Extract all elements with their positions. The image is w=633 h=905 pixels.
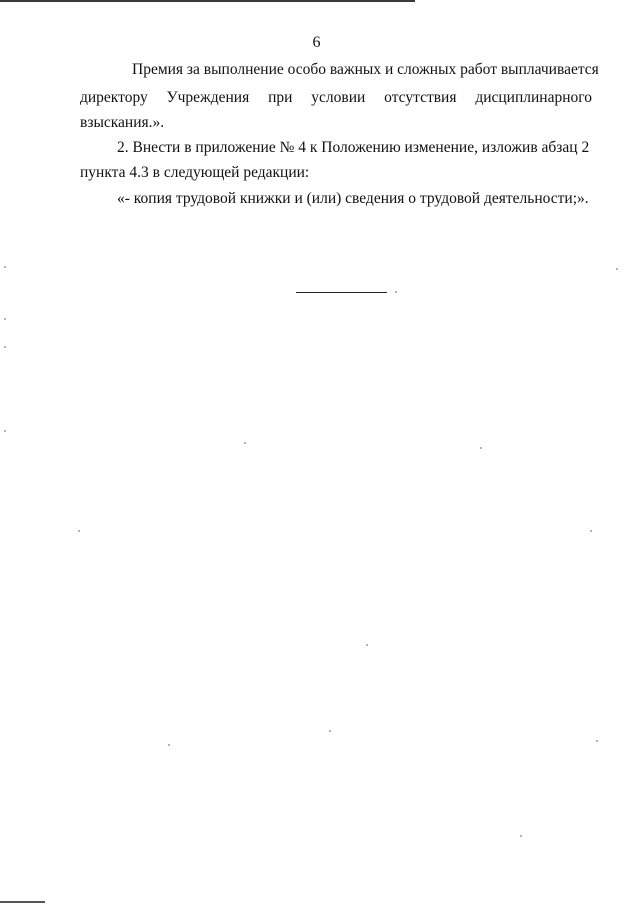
top-scan-edge-line (0, 0, 415, 2)
scan-speck (395, 291, 397, 293)
scan-speck (329, 730, 331, 732)
scan-speck (4, 318, 6, 320)
paragraph-1-line-1: Премия за выполнение особо важных и сложных работ выплачивается (132, 61, 599, 78)
word: Учреждения (166, 89, 250, 106)
scan-speck (596, 740, 598, 742)
scan-speck (168, 744, 170, 746)
word: при (268, 89, 293, 106)
word: директору (80, 89, 148, 106)
word: условии (311, 89, 366, 106)
scan-speck (4, 346, 6, 348)
page-number: 6 (312, 34, 321, 51)
word: дисциплинарного (475, 89, 592, 106)
word: отсутствия (384, 89, 457, 106)
scan-speck (590, 530, 592, 532)
bottom-scan-edge-line (0, 901, 45, 903)
scan-speck (616, 268, 618, 270)
scan-speck (480, 447, 482, 449)
paragraph-2-line-1: 2. Внести в приложение № 4 к Положению изменение, изложив абзац 2 (117, 139, 590, 156)
paragraph-3-line-1: «- копия трудовой книжки и (или) сведения о трудовой деятельности;». (117, 190, 589, 207)
scan-speck (520, 835, 522, 837)
end-separator-line (296, 292, 387, 293)
paragraph-2-line-2: пункта 4.3 в следующей редакции: (80, 164, 310, 181)
scan-speck (244, 442, 246, 444)
paragraph-1-line-2 (80, 88, 592, 108)
scan-speck (366, 644, 368, 646)
scan-speck (4, 430, 6, 432)
scan-speck (78, 530, 80, 532)
paragraph-1-line-3: взыскания.». (80, 114, 165, 131)
scan-speck (4, 266, 6, 268)
